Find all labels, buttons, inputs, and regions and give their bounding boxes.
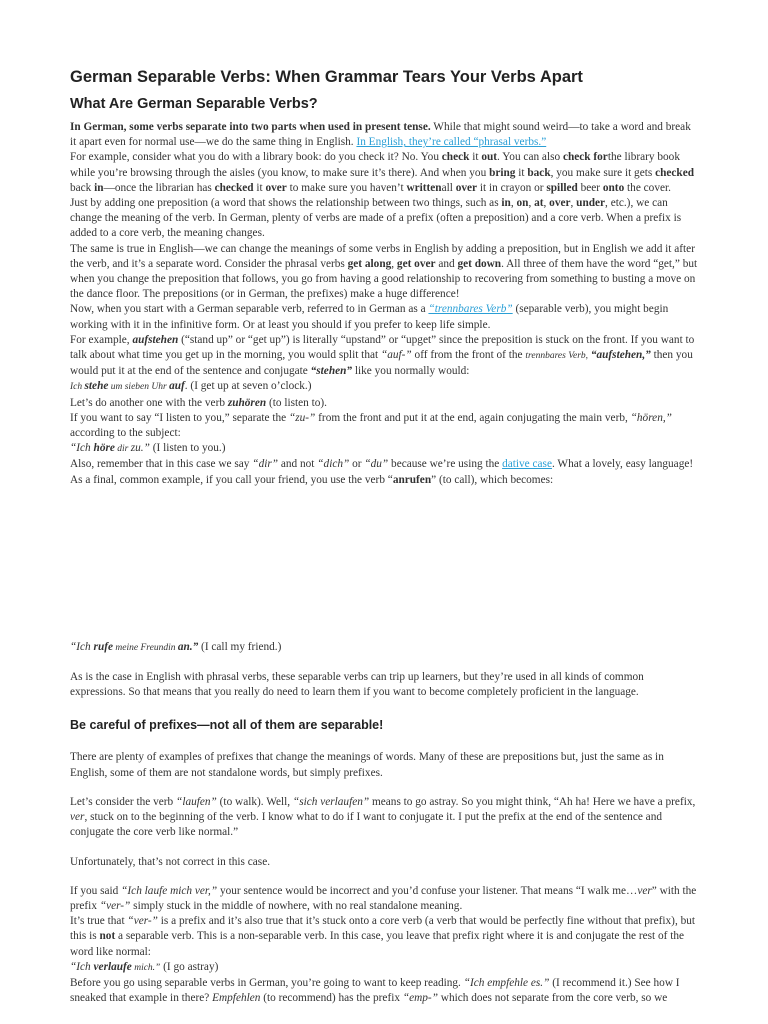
trennbares-verb-link[interactable]: “trennbares Verb” <box>428 303 513 316</box>
paragraph-empfehlen: Before you go using separable verbs in German, you’re going to want to keep reading. “Ich empfehle es.” (I recommend it.) See how I sneaked that example in there? Empfehlen (to recommend) has the prefix “emp-” which does not separate from the core verb, so we <box>70 976 680 1005</box>
paragraph-proficient: As is the case in English with phrasal verbs, these separable verbs can trip up learners, but they’re used in all kinds of common expressions. So that means that you really do need to learn them if you want to become completely proficient in the language. <box>70 671 644 699</box>
paragraph-english-comparison: The same is true in English—we can change the meanings of some verbs in English by adding a preposition, but in English we add it after the verb, and it’s a separate word. Consider the phrasal verbs get along, get over and get down. All three of them have the word “get,” but when you change the preposition that follows, you go from having a good relationship to recovering from something to busting a move on the dance floor. The prepositions (or in German, the prefixes) make a huge difference! <box>70 242 698 301</box>
paragraph-prepositions: Just by adding one preposition (a word that shows the relationship between two things, such as in, on, at, over, under, etc.), we can change the meaning of the verb. In German, plenty of verbs are made of a prefix (often a preposition) and a core verb. When a prefix is added to a core verb, the meaning changes. <box>70 197 682 240</box>
paragraph-anrufen: As a final, common example, if you call your friend, you use the verb “anrufen” (to call), which becomes: <box>70 473 554 486</box>
paragraph-unfortunately: Unfortunately, that’s not correct in this case. <box>70 855 271 868</box>
paragraph-dative: Also, remember that in this case we say “dir” and not “dich” or “du” because we’re using the dative case. What a lovely, easy language! <box>70 458 694 471</box>
paragraph-laufen: Let’s consider the verb “laufen” (to walk). Well, “sich verlaufen” means to go astray. So you might think, “Ah ha! Here we have a prefix, ver, stuck on to the beginning of the verb. I know what to do if I want to conjugate it. I put the prefix at the end of the sentence and conjugate the core verb like normal.” <box>70 795 696 839</box>
phrasal-verbs-link[interactable]: In English, they’re called “phrasal verbs.” <box>356 136 547 149</box>
paragraph-intro: In German, some verbs separate into two parts when used in present tense. While that might sound weird—to take a word and break it apart even for normal use—we do the same thing in English. In English, they’re called “phrasal verbs.” <box>70 121 691 149</box>
paragraph-listen: If you want to say “I listen to you,” separate the “zu-” from the front and put it at the end, again conjugating the main verb, “hören,” according to the subject: <box>70 411 672 440</box>
article-title: German Separable Verbs: When Grammar Tears Your Verbs Apart <box>70 68 583 86</box>
prefix-heading: Be careful of prefixes—not all of them are separable! <box>70 718 384 733</box>
blank-space <box>70 488 698 640</box>
paragraph-aufstehen: For example, aufstehen (“stand up” or “get up”) is literally “upstand” or “upget” since the preposition is stuck on the front. If you want to talk about what time you get up in the morning, you would split that “auf-” off from the front of the trennbares Verb, “aufstehen,” then you would put it at the end of the sentence and conjugate “stehen” like you normally would: <box>70 333 695 378</box>
paragraph-non-separable: It’s true that “ver-” is a prefix and it’s also true that it’s stuck onto a core verb (a verb that would be perfectly fine without that prefix), but this is not a separable verb. This is a non-separable verb. In this case, you leave that prefix right where it is and conjugate the rest of the word like normal: <box>70 915 696 958</box>
paragraph-prefix-examples: There are plenty of examples of prefixes that change the meanings of words. Many of these are prepositions but, just the same as in English, some of them are not standalone words, but simply prefixes. <box>70 751 664 779</box>
paragraph-trennbares: Now, when you start with a German separable verb, referred to in German as a “trennbares Verb” (separable verb), you might begin working with it in the infinitive form. Or at least you should if you prefer to keep life simple. <box>70 303 669 331</box>
section-heading: What Are German Separable Verbs? <box>70 96 318 112</box>
paragraph-library: For example, consider what you do with a library book: do you check it? No. You check it out. You can also check forthe library book while you’re browsing through the aisles (you know, to make sure it’s there). And when you bring it back, you make sure it gets checked back in—once the librarian has checked it over to make sure you haven’t writtenall over it in crayon or spilled beer onto the cover. <box>70 151 694 194</box>
example-zuhoren: “Ich höre dir zu.” (I listen to you.) <box>70 442 226 455</box>
example-verlaufen: “Ich verlaufe mich.” (I go astray) <box>70 960 219 973</box>
dative-case-link[interactable]: dative case <box>502 458 552 471</box>
paragraph-incorrect: If you said “Ich laufe mich ver,” your sentence would be incorrect and you’d confuse your listener. That means “I walk me…ver” with the prefix “ver-” simply stuck in the middle of nowhere, with no real standalone meaning. <box>70 884 697 912</box>
example-anrufen: “Ich rufe meine Freundin an.” (I call my friend.) <box>70 640 282 653</box>
example-aufstehen: Ich stehe um sieben Uhr auf. (I get up at seven o’clock.) <box>70 380 312 393</box>
paragraph-zuhoren: Let’s do another one with the verb zuhören (to listen to). <box>70 396 327 409</box>
